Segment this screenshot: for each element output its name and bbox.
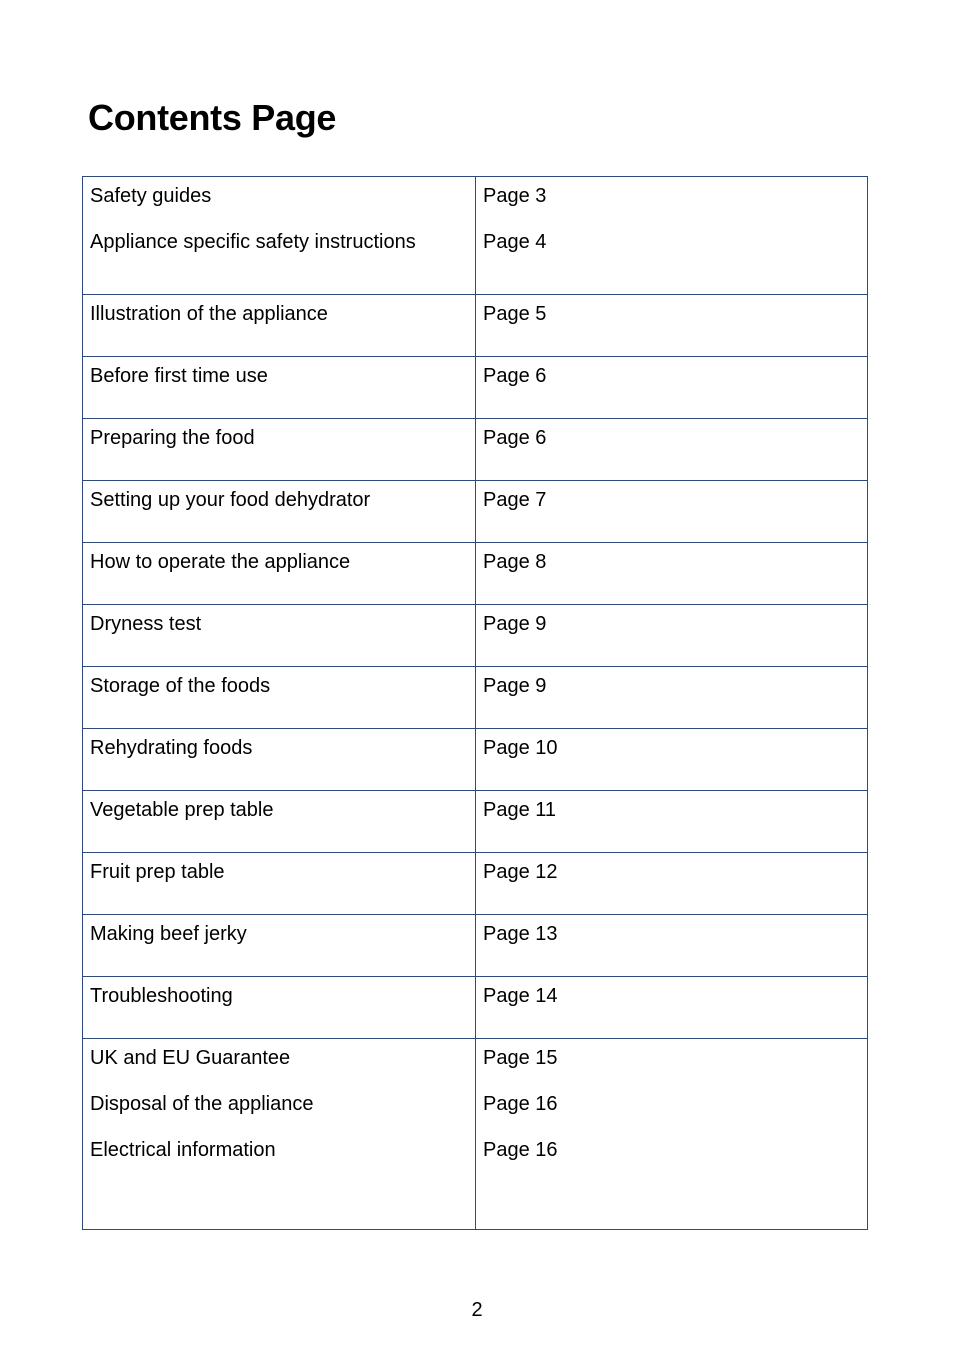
page-title: Contents Page: [88, 97, 337, 138]
toc-row: [83, 853, 868, 915]
toc-section-cell: [83, 1039, 476, 1230]
toc-entry-title: Safety guides: [90, 185, 212, 207]
page-number: 2: [471, 1299, 483, 1321]
toc-section-cell: [83, 977, 476, 1039]
toc-entry-page: Page 10: [483, 737, 558, 759]
toc-entry-page: Page 8: [483, 551, 547, 573]
contents-table: [82, 176, 868, 1230]
toc-entry-title: UK and EU Guarantee: [90, 1047, 291, 1069]
toc-entry-page: Page 7: [483, 489, 547, 511]
toc-page-cell: [476, 1039, 868, 1230]
toc-section-cell: [83, 791, 476, 853]
toc-row: [83, 177, 868, 295]
toc-section-cell: [83, 295, 476, 357]
toc-row: [83, 295, 868, 357]
toc-row: [83, 977, 868, 1039]
toc-entry-title: Making beef jerky: [90, 923, 247, 945]
toc-page-cell: [476, 791, 868, 853]
toc-page-cell: [476, 605, 868, 667]
toc-row: [83, 543, 868, 605]
toc-entry-title: Vegetable prep table: [90, 799, 274, 821]
toc-page-cell: [476, 419, 868, 481]
toc-entry-page: Page 15: [483, 1047, 558, 1069]
toc-entry-title: Illustration of the appliance: [90, 303, 328, 325]
toc-entry-title: Rehydrating foods: [90, 737, 253, 759]
toc-page-cell: [476, 853, 868, 915]
toc-section-cell: [83, 915, 476, 977]
toc-row: [83, 419, 868, 481]
toc-page-cell: [476, 481, 868, 543]
toc-entry-page: Page 11: [483, 799, 557, 821]
toc-entry-page: Page 5: [483, 303, 547, 325]
toc-entry-title: Appliance specific safety instructions: [90, 231, 416, 253]
toc-entry-page: Page 13: [483, 923, 558, 945]
toc-section-cell: [83, 667, 476, 729]
toc-entry-page: Page 14: [483, 985, 558, 1007]
toc-section-cell: [83, 357, 476, 419]
toc-section-cell: [83, 605, 476, 667]
toc-row: [83, 605, 868, 667]
toc-section-cell: [83, 419, 476, 481]
toc-entry-title: Dryness test: [90, 613, 202, 635]
toc-entry-title: Preparing the food: [90, 427, 255, 449]
toc-page-cell: [476, 295, 868, 357]
toc-entry-title: Disposal of the appliance: [90, 1093, 314, 1115]
toc-row: [83, 791, 868, 853]
toc-entry-title: Troubleshooting: [90, 985, 233, 1007]
toc-page-cell: [476, 357, 868, 419]
toc-section-cell: [83, 481, 476, 543]
toc-entry-page: Page 4: [483, 231, 547, 253]
toc-entry-title: Electrical information: [90, 1139, 276, 1161]
toc-row: [83, 1039, 868, 1230]
toc-page-cell: [476, 977, 868, 1039]
toc-entry-title: How to operate the appliance: [90, 551, 351, 573]
toc-entry-page: Page 16: [483, 1139, 558, 1161]
toc-page-cell: [476, 667, 868, 729]
toc-page-cell: [476, 543, 868, 605]
toc-entry-page: Page 3: [483, 185, 547, 207]
toc-row: [83, 667, 868, 729]
toc-row: [83, 729, 868, 791]
toc-page-cell: [476, 915, 868, 977]
toc-entry-page: Page 6: [483, 427, 547, 449]
toc-entry-title: Setting up your food dehydrator: [90, 489, 371, 511]
toc-page-cell: [476, 177, 868, 295]
toc-section-cell: [83, 543, 476, 605]
toc-row: [83, 481, 868, 543]
toc-row: [83, 915, 868, 977]
toc-entry-page: Page 12: [483, 861, 558, 883]
toc-entry-page: Page 9: [483, 675, 547, 697]
toc-page-cell: [476, 729, 868, 791]
toc-entry-page: Page 9: [483, 613, 547, 635]
toc-entry-title: Storage of the foods: [90, 675, 271, 697]
toc-section-cell: [83, 177, 476, 295]
toc-entry-title: Before first time use: [90, 365, 268, 387]
toc-entry-page: Page 16: [483, 1093, 558, 1115]
toc-row: [83, 357, 868, 419]
toc-section-cell: [83, 853, 476, 915]
toc-entry-title: Fruit prep table: [90, 861, 225, 883]
toc-section-cell: [83, 729, 476, 791]
toc-entry-page: Page 6: [483, 365, 547, 387]
